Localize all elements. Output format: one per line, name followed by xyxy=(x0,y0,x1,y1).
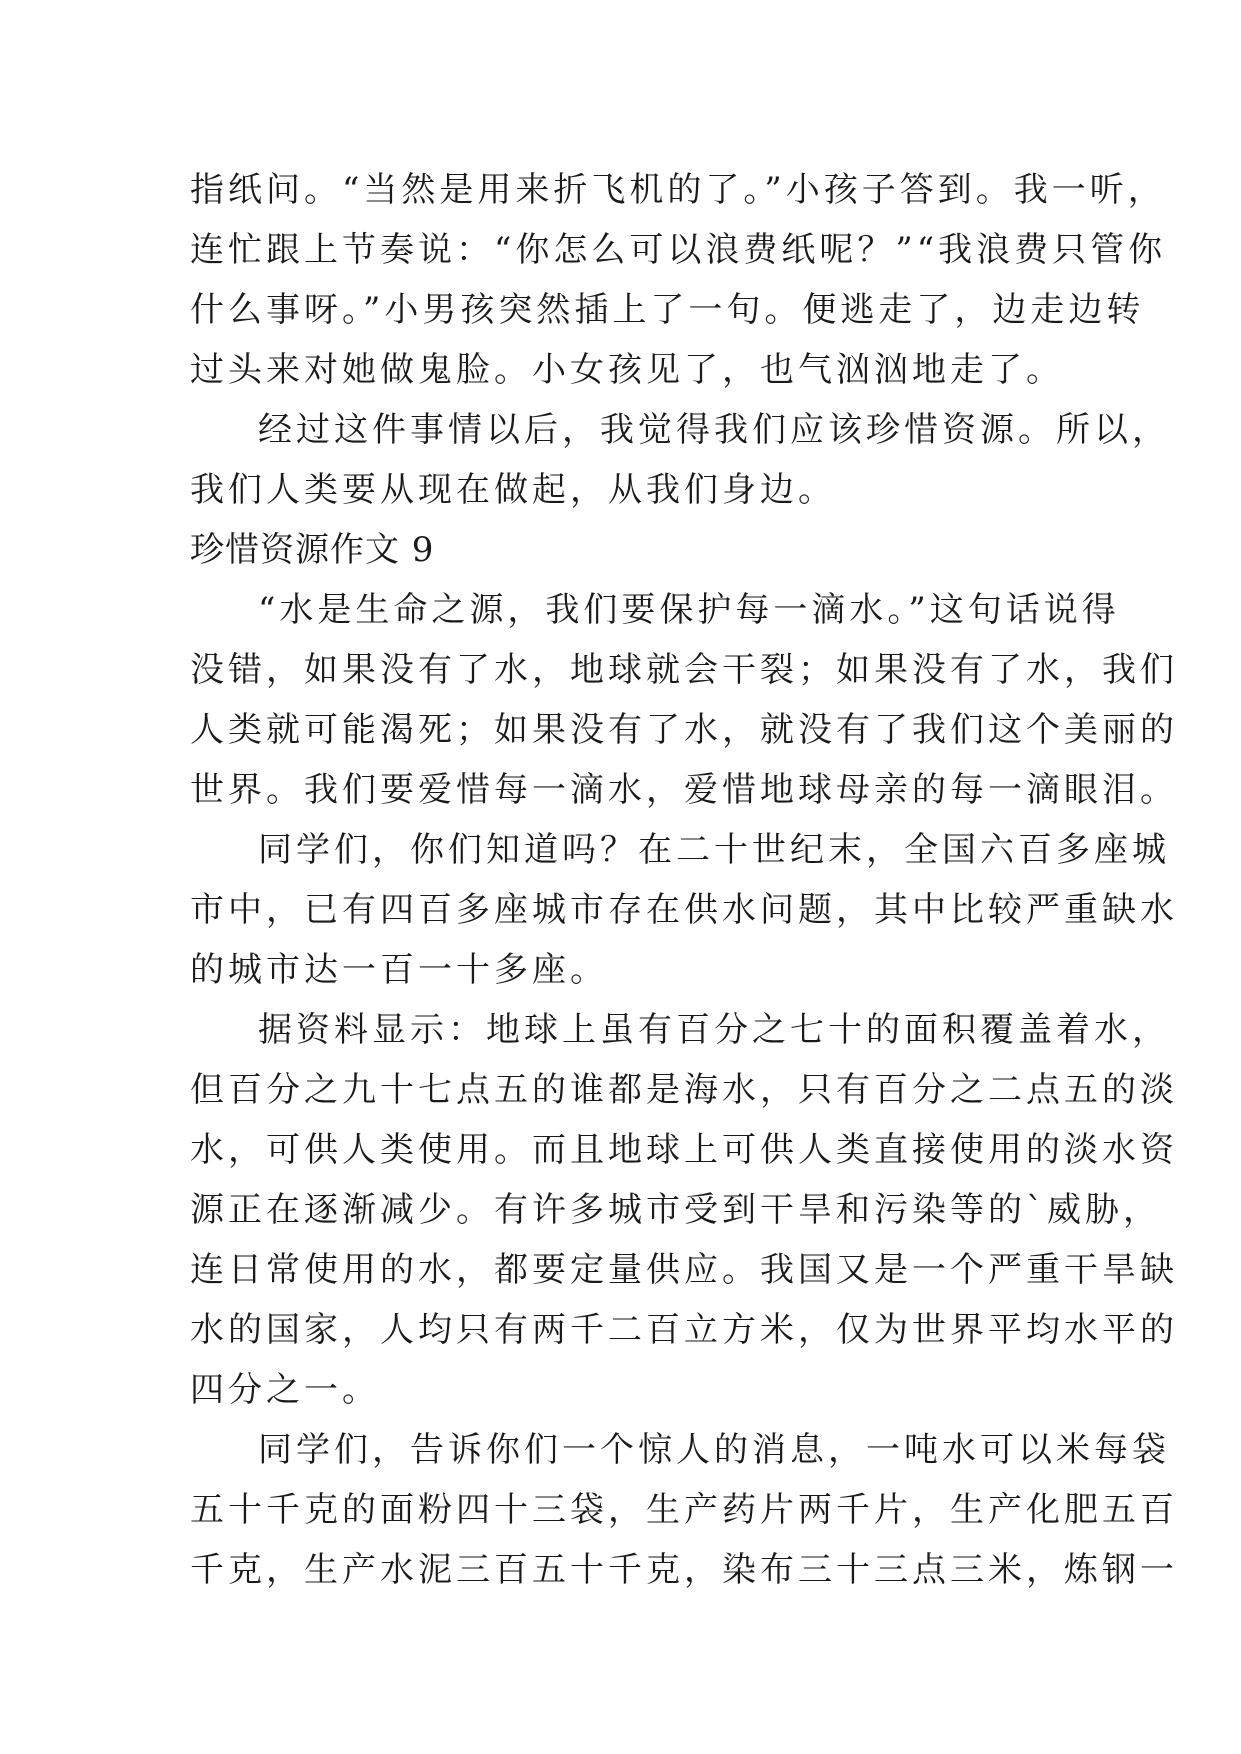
text-line: 人类就可能渴死；如果没有了水，就没有了我们这个美丽的 xyxy=(190,710,1178,750)
paragraph-statistics xyxy=(190,1000,1178,1420)
text-line: “水是生命之源，我们要保护每一滴水。”这句话说得 xyxy=(258,590,1120,630)
text-line: 水，可供人类使用。而且地球上可供人类直接使用的淡水资 xyxy=(190,1130,1178,1170)
text-line: 同学们，告诉你们一个惊人的消息，一吨水可以米每袋 xyxy=(258,1430,1170,1470)
text-line: 连日常使用的水，都要定量供应。我国又是一个严重干旱缺 xyxy=(190,1250,1178,1290)
text-line: 市中，已有四百多座城市存在供水问题，其中比较严重缺水 xyxy=(190,890,1178,930)
text-line: 同学们，你们知道吗？在二十世纪末，全国六百多座城 xyxy=(258,830,1170,870)
text-line: 经过这件事情以后，我觉得我们应该珍惜资源。所以， xyxy=(258,410,1170,450)
paragraph-city-shortage xyxy=(190,820,1178,1000)
text-line: 世界。我们要爱惜每一滴水，爱惜地球母亲的每一滴眼泪。 xyxy=(190,770,1178,810)
essay-heading: 珍惜资源作文 9 xyxy=(190,530,435,570)
text-line: 但百分之九十七点五的谁都是海水，只有百分之二点五的淡 xyxy=(190,1070,1178,1110)
text-line: 千克，生产水泥三百五十千克，染布三十三点三米，炼钢一 xyxy=(190,1550,1178,1590)
text-line: 连忙跟上节奏说：“你怎么可以浪费纸呢？”“我浪费只管你 xyxy=(190,230,1167,270)
text-line: 什么事呀。”小男孩突然插上了一句。便逃走了，边走边转 xyxy=(190,290,1145,330)
paragraph-water-intro xyxy=(190,580,1178,820)
text-line: 水的国家，人均只有两千二百立方米，仅为世界平均水平的 xyxy=(190,1310,1178,1350)
paragraph-one-ton-water xyxy=(190,1420,1178,1600)
document-page xyxy=(190,160,1178,1600)
text-line: 没错，如果没有了水，地球就会干裂；如果没有了水，我们 xyxy=(190,650,1178,690)
text-line: 我们人类要从现在做起，从我们身边。 xyxy=(190,470,836,510)
text-line: 指纸问。“当然是用来折飞机的了。”小孩子答到。我一听， xyxy=(190,170,1166,210)
text-line: 四分之一。 xyxy=(190,1370,380,1410)
text-line: 五十千克的面粉四十三袋，生产药片两千片，生产化肥五百 xyxy=(190,1490,1178,1530)
text-line: 过头来对她做鬼脸。小女孩见了，也气汹汹地走了。 xyxy=(190,350,1064,390)
paragraph-story-end xyxy=(190,160,1167,400)
text-line: 的城市达一百一十多座。 xyxy=(190,950,608,990)
text-line: 据资料显示：地球上虽有百分之七十的面积覆盖着水， xyxy=(258,1010,1170,1050)
text-line: 源正在逐渐减少。有许多城市受到干旱和污染等的`威胁， xyxy=(190,1190,1161,1230)
paragraph-conclusion xyxy=(190,400,1170,520)
